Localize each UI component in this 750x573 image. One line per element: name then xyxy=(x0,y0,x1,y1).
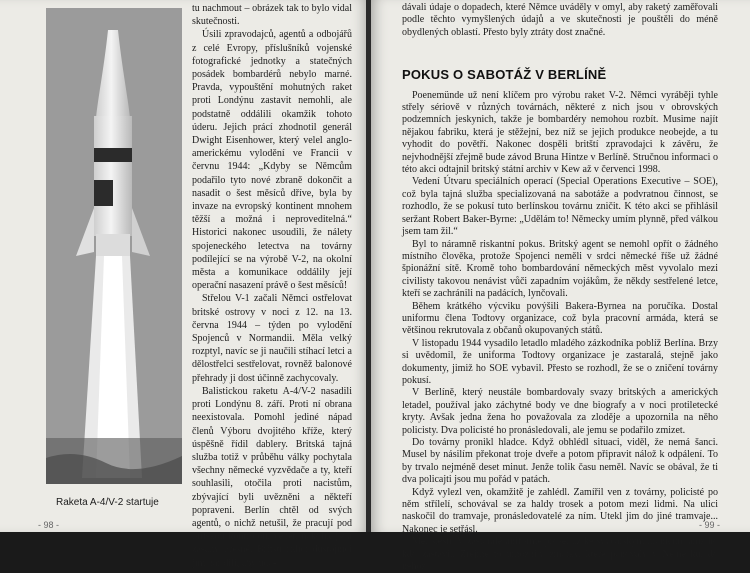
section-heading: POKUS O SABOTÁŽ V BERLÍNĚ xyxy=(402,67,607,83)
paragraph: Balistickou raketu A-4/V-2 nasadili proti Londýnu 8. září. Proti ní obrana neexistovala. Pomohl jediné nápad členů Výboru dvojitého kříže, který úspěšně řídil dablery. Britská tajná služba totiž v průběhu války pochytala všechny německé vyzvědače a ty, kteří souhlasili, otočila proti nacistům, zbývající byli uvězněni a někteří popraveni. Berlín chtěl od svých agentů, o nichž netušil, že pracují pod britskou kontrolou, vědět, nakolik jsou zásahy přesné. Britští řídící důstojníci jim nařídili, aby udá- xyxy=(192,385,352,569)
paragraph: Byl to náramně riskantní pokus. Britský agent se nemohl opřít o žádného místního člověka, protože Spojenci neměli v srdci německé říše už žádné špionážní sítě. Kromě toho bombardování německých měst vyvolalo mezi civilisty takovou nenávist vůči zapadním vojákům, že někdy sestřelené letce, kteří se zachránili na padácích, lynčovali. xyxy=(402,238,718,300)
page-number-left: - 98 - xyxy=(38,520,60,530)
paragraph: V Berlíně, který neustále bombardovaly svazy britských a amerických letadel, používal jako záchytné body ve dne biografy a v noci protiletecké kryty. Avšak jedna žena ho považovala za zloděje a upozornila na něho policisty. Dva policisté ho pronásledovali, ale jemu se podařilo zmizet. xyxy=(402,387,718,436)
page-number-right: - 99 - xyxy=(698,520,720,530)
right-text-column xyxy=(402,2,718,573)
paragraph: Poenemünde už není klíčem pro výrobu raket V-2. Němci vyráběji tyhle střely sériově v různých továrnách, některé z nich jsou v obrovských podzemních jeskynich, takže je bombardéry nemohou rozbít. Musime najít nějakou fabriku, která je stěžejní, bez níž se jejich produkce neobejde, a tu vyhodit do povětří. Nakonec dospěli britští zpravodajci k závěru, že nejvhodnější zřejmě bude závod Bruna Hintze v Berlíně. Stručnou informaci o této akci odtajnil britský státní archiv v Kew až v červenci 1998. xyxy=(402,89,718,176)
paragraph: Když vylezl ven, okamžitě je zahlédl. Zamířil ven z továrny, policisté po něm střílelí, schovával se za haldy trosek a potom mezi lidmi. Na ulici naskočil do tramvaje, pronásledovatelé za ním. Utekl jim do jiné tramvaje... Nakonec je setřásl. xyxy=(402,486,718,535)
paragraph: Vedení Útvaru speciálních operací (Special Operations Executive – SOE), což byla tajná služba specializovaná na sabotáže a podvratnou činnost, se rozhodlo, že se pokusí tuto berlínskou továrnu zničit. K této akci se přihlásil seržant Robert Baker-Byrne: „Udělám to! Německy umím plynně, před válkou jsem tam žil.“ xyxy=(402,176,718,238)
paragraph: Střelou V-1 začali Němci ostřelovat britské ostrovy v noci z 12. na 13. června 1944 – týden po vylodění Spojenců v Normandii. Měla velký rozptyl, navíc se ji naučili stíhací letci a dělostřelci sestřelovat, rovněž balonové přehrady ji dost účinně zachycovaly. xyxy=(192,293,352,384)
photo-caption: Raketa A-4/V-2 startuje xyxy=(56,497,159,508)
left-text-column xyxy=(192,3,352,570)
rocket-icon xyxy=(46,8,182,484)
paragraph: tu nachmout – obrázek tak to bylo vidal skutečnosti. xyxy=(192,3,352,28)
paragraph: Během krátkého výcviku povýšili Bakera-Byrnea na poručíka. Dostal uniformu člena Todtovy organizace, což byla pracovní armáda, která se většinou rekrutovala z občanů okupovaných států. xyxy=(402,300,718,337)
paragraph: dávali údaje o dopadech, které Němce uváděly v omyl, aby raketý zaměřovali podle těchto vymyšlených údajů a ve skutečnosti je pouštěli do méně obydlených oblastí. Přesto byly ztráty dost značné. xyxy=(402,2,718,38)
paragraph: Do továrny pronikl hladce. Když obhlédl situaci, viděl, že nemá šanci. Musel by násilím překonat troje dveře a potom připravit nálož k odpálení. To by trvalo nejméně deset minut. Jenže tolik času neměl. Navíc se obával, že ti dva policajti jsou mu pořád v patách. xyxy=(402,437,718,486)
right-page xyxy=(371,0,750,573)
paragraph: Úsili zpravodajců, agentů a odbojářů z celé Evropy, příslušníků vojenské fotografické jednotky a statečných posádek bombardérů nebylo marné. Pravda, vypouštění mohutných raket proti Londýnu zastavit nemohli, ale podstatně oddálili okamžik tohoto úderu. Jejich prácí zhodnotil generál Dwight Eisenhower, který velel anglo-americkému vylodění ve Francii v červnu 1944: „Kdyby se Němcům podařilo tyto nové zbraně dokončit a nasadit o šest měsíců dříve, byla by invaze na evropský kontinent mnohem těžší a možná i neproveditelná.“ Historici nakonec usoudili, že nálety spojeneckého letectva na továrny podílející se na výrobě V-2, na okolní města a komunikace oddálily její operační nasazení právě o šest měsíců! xyxy=(192,29,352,292)
left-page xyxy=(0,0,368,569)
rocket-launch-photo xyxy=(46,8,182,484)
paragraph: Měl štěstí. V zastaralé uniformě prošel až ke švýcarským hranicím, aniž ho kdo zastavil. Zřejmě to umožnily zmatky, které panovaly v Německu, do něhož xyxy=(402,536,718,573)
paragraph: V listopadu 1944 vysadilo letadlo mladého zázkodníka poblíž Berlína. Brzy si uvědomil, že uniforma Todtovy organizace je zastaralá, stejně jako dokumenty, jimiž ho SOE vybavil. Přesto se rozhodl, že se o zničení továrny pokusí. xyxy=(402,337,718,386)
